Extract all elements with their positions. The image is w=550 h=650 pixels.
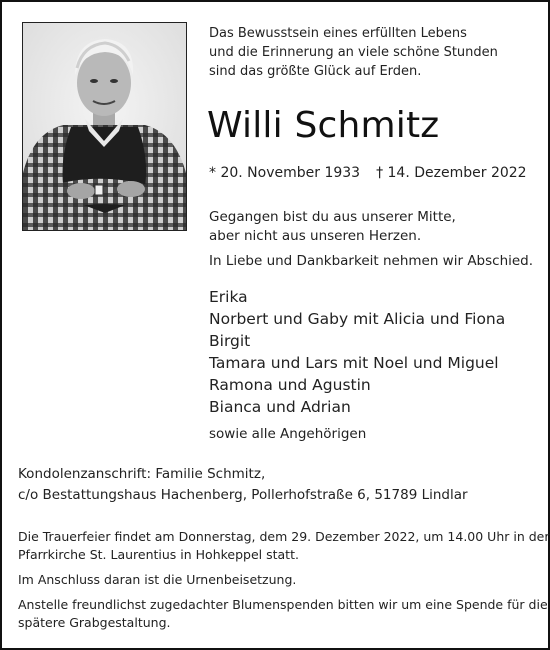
death-date: † 14. Dezember 2022	[376, 165, 527, 181]
life-dates	[209, 163, 527, 183]
verse-line: Gegangen bist du aus unserer Mitte,	[209, 209, 456, 225]
epigraph-line: Das Bewusstsein eines erfüllten Lebens	[209, 26, 467, 41]
epigraph-line: sind das größte Glück auf Erden.	[209, 64, 422, 79]
mourner-entry: Birgit	[209, 332, 251, 350]
mourner-entry: Tamara und Lars mit Noel und Miguel	[209, 354, 499, 372]
farewell-line: In Liebe und Dankbarkeit nehmen wir Abschied.	[209, 253, 534, 269]
epigraph-line: und die Erinnerung an viele schöne Stunden	[209, 45, 498, 60]
portrait-illustration	[23, 23, 186, 230]
mourner-entry: Erika	[209, 288, 248, 306]
epigraph	[209, 24, 498, 81]
mourners-list	[209, 286, 505, 418]
verse-line: aber nicht aus unseren Herzen.	[209, 228, 422, 244]
condolence-line: c/o Bestattungshaus Hachenberg, Pollerhofstraße 6, 51789 Lindlar	[18, 487, 468, 503]
service-line: Die Trauerfeier findet am Donnerstag, dem 29. Dezember 2022, um 14.00 Uhr in der	[18, 529, 550, 544]
urn-burial-info: Im Anschluss daran ist die Urnenbeisetzung.	[18, 572, 297, 587]
birth-date: * 20. November 1933	[209, 165, 361, 181]
service-line: Pfarrkirche St. Laurentius in Hohkeppel statt.	[18, 547, 299, 562]
mourner-entry: Bianca und Adrian	[209, 398, 351, 416]
deceased-name: Willi Schmitz	[207, 105, 440, 146]
mourner-entry: Ramona und Agustin	[209, 376, 371, 394]
condolence-line: Kondolenzanschrift: Familie Schmitz,	[18, 466, 266, 482]
donation-line: Anstelle freundlichst zugedachter Blumenspenden bitten wir um eine Spende für die	[18, 597, 548, 612]
funeral-service-info	[18, 528, 550, 564]
condolence-address	[18, 464, 468, 506]
relatives-line: sowie alle Angehörigen	[209, 426, 367, 442]
mourner-entry: Norbert und Gaby mit Alicia und Fiona	[209, 310, 506, 328]
portrait-photo	[22, 22, 187, 231]
donation-line: spätere Grabgestaltung.	[18, 615, 171, 630]
memorial-verse	[209, 208, 456, 246]
donation-request	[18, 596, 548, 632]
